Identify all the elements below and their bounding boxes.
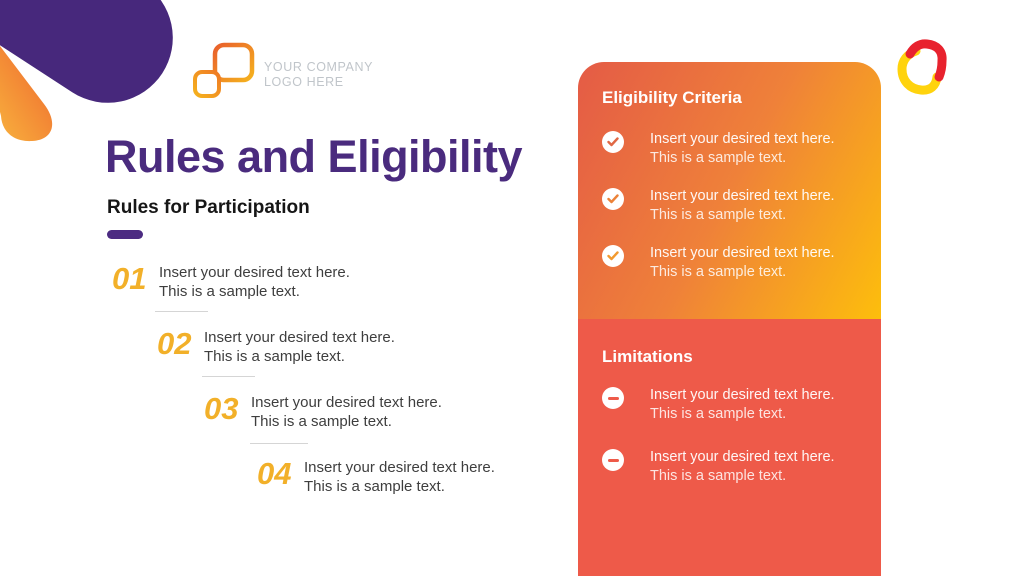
minus-icon xyxy=(602,387,624,409)
limitation-item xyxy=(602,386,865,424)
rule-step-2 xyxy=(157,328,395,366)
rule-step-4 xyxy=(257,458,495,496)
eligibility-item-text xyxy=(650,187,835,225)
step-number: 03 xyxy=(204,391,239,426)
logo-text-line1: YOUR COMPANY xyxy=(264,60,374,74)
item-text-line2: This is a sample text. xyxy=(650,406,787,422)
eligibility-criteria-section xyxy=(578,62,881,319)
yellow-red-ring-icon xyxy=(895,38,953,100)
minus-icon xyxy=(602,449,624,471)
item-text-line2: This is a sample text. xyxy=(650,264,787,280)
step-text xyxy=(251,393,442,431)
eligibility-item xyxy=(602,244,865,282)
rule-step-3 xyxy=(204,393,442,431)
check-icon xyxy=(602,245,624,267)
check-icon xyxy=(602,188,624,210)
limitations-title: Limitations xyxy=(602,347,693,366)
step-text-line1: Insert your desired text here. xyxy=(204,329,395,346)
page-title: Rules and Eligibility xyxy=(105,131,523,182)
step-divider xyxy=(155,311,208,312)
step-divider xyxy=(202,376,255,377)
step-number: 01 xyxy=(112,261,147,296)
eligibility-criteria-title: Eligibility Criteria xyxy=(602,88,742,107)
step-text-line1: Insert your desired text here. xyxy=(251,394,442,411)
step-text-line2: This is a sample text. xyxy=(251,413,392,430)
title-divider xyxy=(107,230,143,239)
step-text-line2: This is a sample text. xyxy=(159,283,300,300)
step-divider xyxy=(250,443,308,444)
step-number: 02 xyxy=(157,326,192,361)
item-text-line1: Insert your desired text here. xyxy=(650,188,835,204)
step-text-line1: Insert your desired text here. xyxy=(159,264,350,281)
section-subtitle: Rules for Participation xyxy=(107,197,310,218)
item-text-line1: Insert your desired text here. xyxy=(650,245,835,261)
step-text xyxy=(159,263,350,301)
logo-placeholder-text xyxy=(264,60,373,90)
limitation-item xyxy=(602,448,865,486)
item-text-line2: This is a sample text. xyxy=(650,150,787,166)
item-text-line1: Insert your desired text here. xyxy=(650,449,835,465)
eligibility-item xyxy=(602,130,865,168)
step-text-line1: Insert your desired text here. xyxy=(304,459,495,476)
limitation-item-text xyxy=(650,386,835,424)
step-text xyxy=(304,458,495,496)
limitations-section xyxy=(578,319,881,576)
side-panel xyxy=(578,62,881,576)
rule-step-1 xyxy=(112,263,350,301)
item-text-line2: This is a sample text. xyxy=(650,468,787,484)
item-text-line1: Insert your desired text here. xyxy=(650,387,835,403)
company-logo-icon xyxy=(193,41,263,101)
logo-text-line2: LOGO HERE xyxy=(264,75,344,89)
step-text-line2: This is a sample text. xyxy=(304,478,445,495)
eligibility-item xyxy=(602,187,865,225)
limitation-item-text xyxy=(650,448,835,486)
step-number: 04 xyxy=(257,456,292,491)
item-text-line2: This is a sample text. xyxy=(650,207,787,223)
eligibility-item-text xyxy=(650,244,835,282)
check-icon xyxy=(602,131,624,153)
item-text-line1: Insert your desired text here. xyxy=(650,131,835,147)
step-text xyxy=(204,328,395,366)
eligibility-item-text xyxy=(650,130,835,168)
step-text-line2: This is a sample text. xyxy=(204,348,345,365)
